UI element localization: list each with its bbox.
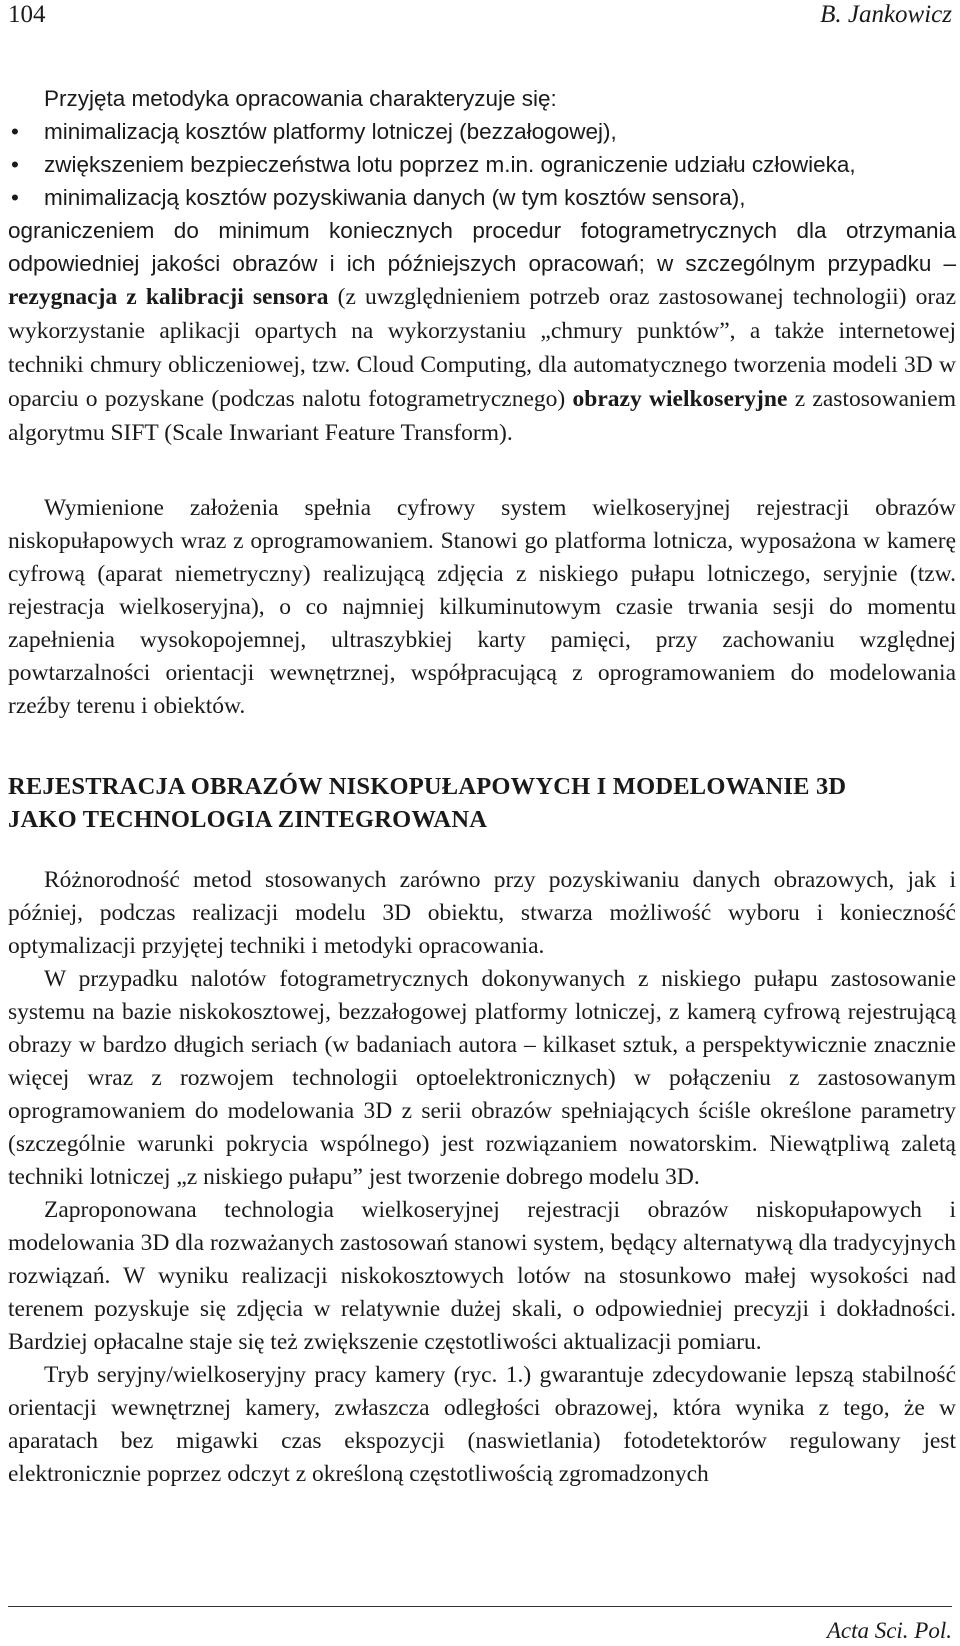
bullet-icon: • xyxy=(11,119,19,144)
bullet-text: zwiększeniem bezpieczeństwa lotu poprzez m.in. ograniczenie udziału człowieka, xyxy=(44,152,856,177)
paragraph: Zaproponowana technologia wielkoseryjnej rejestracji obrazów niskopułapowych i modelowania 3D dla rozważanych zastosowań stanowi system, będący alternatywą dla tradycyjnych rozwiązań. W wyniku realizacji niskokosztowych lotów na stosunkowo małej wysokości nad terenem pozyskuje się zdjęcia w relatywnie dużej skali, o odpowiedniej precyzji i dokładności. Bardziej opłacalne staje się też zwiększenie częstotliwości aktualizacji pomiaru. xyxy=(8,1197,956,1355)
bullet-item xyxy=(8,181,956,214)
paragraph-block xyxy=(8,492,956,723)
bullet-item xyxy=(8,148,956,181)
intro-sentence: Przyjęta metodyka opracowania charakteryzuje się: xyxy=(44,86,557,111)
footer-journal-name: Acta Sci. Pol. xyxy=(826,1618,952,1643)
bullet-text: minimalizacją kosztów pozyskiwania danych (w tym kosztów sensora), xyxy=(44,185,746,210)
bullet-icon: • xyxy=(11,152,19,177)
bullet-item xyxy=(8,115,956,148)
bullet-text-serif: (z uwzględnieniem potrzeb oraz zastosowanej technologii) oraz wykorzystanie aplikacji opartych na wykorzystaniu „chmury punktów”, a także internetowej techniki chmury obliczeniowej, tzw. Cloud Computing, dla automatycznego tworzenia modeli 3D w oparciu o pozyskane (podczas nalotu fotogrametrycznego) xyxy=(8,284,956,412)
section-heading-line: REJESTRACJA OBRAZÓW NISKOPUŁAPOWYCH I MODELOWANIE 3D xyxy=(8,773,847,800)
section-body xyxy=(8,864,956,1491)
running-head-author: B. Jankowicz xyxy=(820,1,952,28)
bold-phrase: obrazy wielkoseryjne xyxy=(572,386,788,412)
section-heading xyxy=(8,770,956,836)
bullet-text-serif: z zastosowaniem algorytmu SIFT (Scale Inwariant Feature Transform). xyxy=(8,386,956,446)
bullet-icon: • xyxy=(11,185,19,210)
paragraph: Różnorodność metod stosowanych zarówno przy pozyskiwaniu danych obrazowych, jak i później, podczas realizacji modelu 3D obiektu, stwarza możliwość wyboru i konieczność optymalizacji przyjętej techniki i metodyki opracowania. xyxy=(8,867,956,959)
bold-phrase: rezygnacja z kalibracji sensora xyxy=(8,284,329,310)
bullet-text: minimalizacją kosztów platformy lotniczej (bezzałogowej), xyxy=(44,119,617,144)
footer-divider xyxy=(8,1606,952,1607)
bullet-text-sans: ograniczeniem do minimum koniecznych procedur fotogrametrycznych dla otrzymania odpowiedniej jakości obrazów i ich późniejszych opracowań; w szczególnym przypadku – xyxy=(8,218,956,276)
paragraph: Wymienione założenia spełnia cyfrowy system wielkoseryjnej rejestracji obrazów niskopułapowych wraz z oprogramowaniem. Stanowi go platforma lotnicza, wyposażona w kamerę cyfrową (aparat niemetryczny) realizującą zdjęcia z niskiego pułapu lotniczego, seryjnie (tzw. rejestracja wielkoseryjna), o co najmniej kilkuminutowym czasie trwania sesji do momentu zapełnienia wysokopojemnej, ultraszybkiej karty pamięci, przy zachowaniu względnej powtarzalności orientacji wewnętrznej, współpracującą z oprogramowaniem do modelowania rzeźby terenu i obiektów. xyxy=(8,495,956,719)
bullet-item xyxy=(0,214,956,450)
paragraph: Tryb seryjny/wielkoseryjny pracy kamery (ryc. 1.) gwarantuje zdecydowanie lepszą stabilność orientacji wewnętrznej kamery, zwłaszcza odległości obrazowej, która wynika z tego, że w aparatach bez migawki czas ekspozycji (naswietlania) fotodetektorów regulowany jest elektronicznie poprzez odczyt z określoną częstotliwością zgromadzonych xyxy=(8,1362,956,1487)
bullet-list xyxy=(8,115,956,450)
section-heading-line: JAKO TECHNOLOGIA ZINTEGROWANA xyxy=(8,806,488,833)
paragraph: W przypadku nalotów fotogrametrycznych dokonywanych z niskiego pułapu zastosowanie systemu na bazie niskokosztowej, bezzałogowej platformy lotniczej, z kamerą cyfrową rejestrującą obrazy w bardzo długich seriach (w badaniach autora – kilkaset sztuk, a perspektywicznie znacznie więcej wraz z rozwojem technologii optoelektronicznych) w połączeniu z zastosowanym oprogramowaniem do modelowania 3D z serii obrazów spełniających ściśle określone parametry (szczególnie warunki pokrycia wspólnego) jest rozwiązaniem nowatorskim. Niewątpliwą zaletą techniki lotniczej „z niskiego pułapu” jest tworzenie dobrego modelu 3D. xyxy=(8,966,956,1190)
page-number: 104 xyxy=(8,1,46,28)
